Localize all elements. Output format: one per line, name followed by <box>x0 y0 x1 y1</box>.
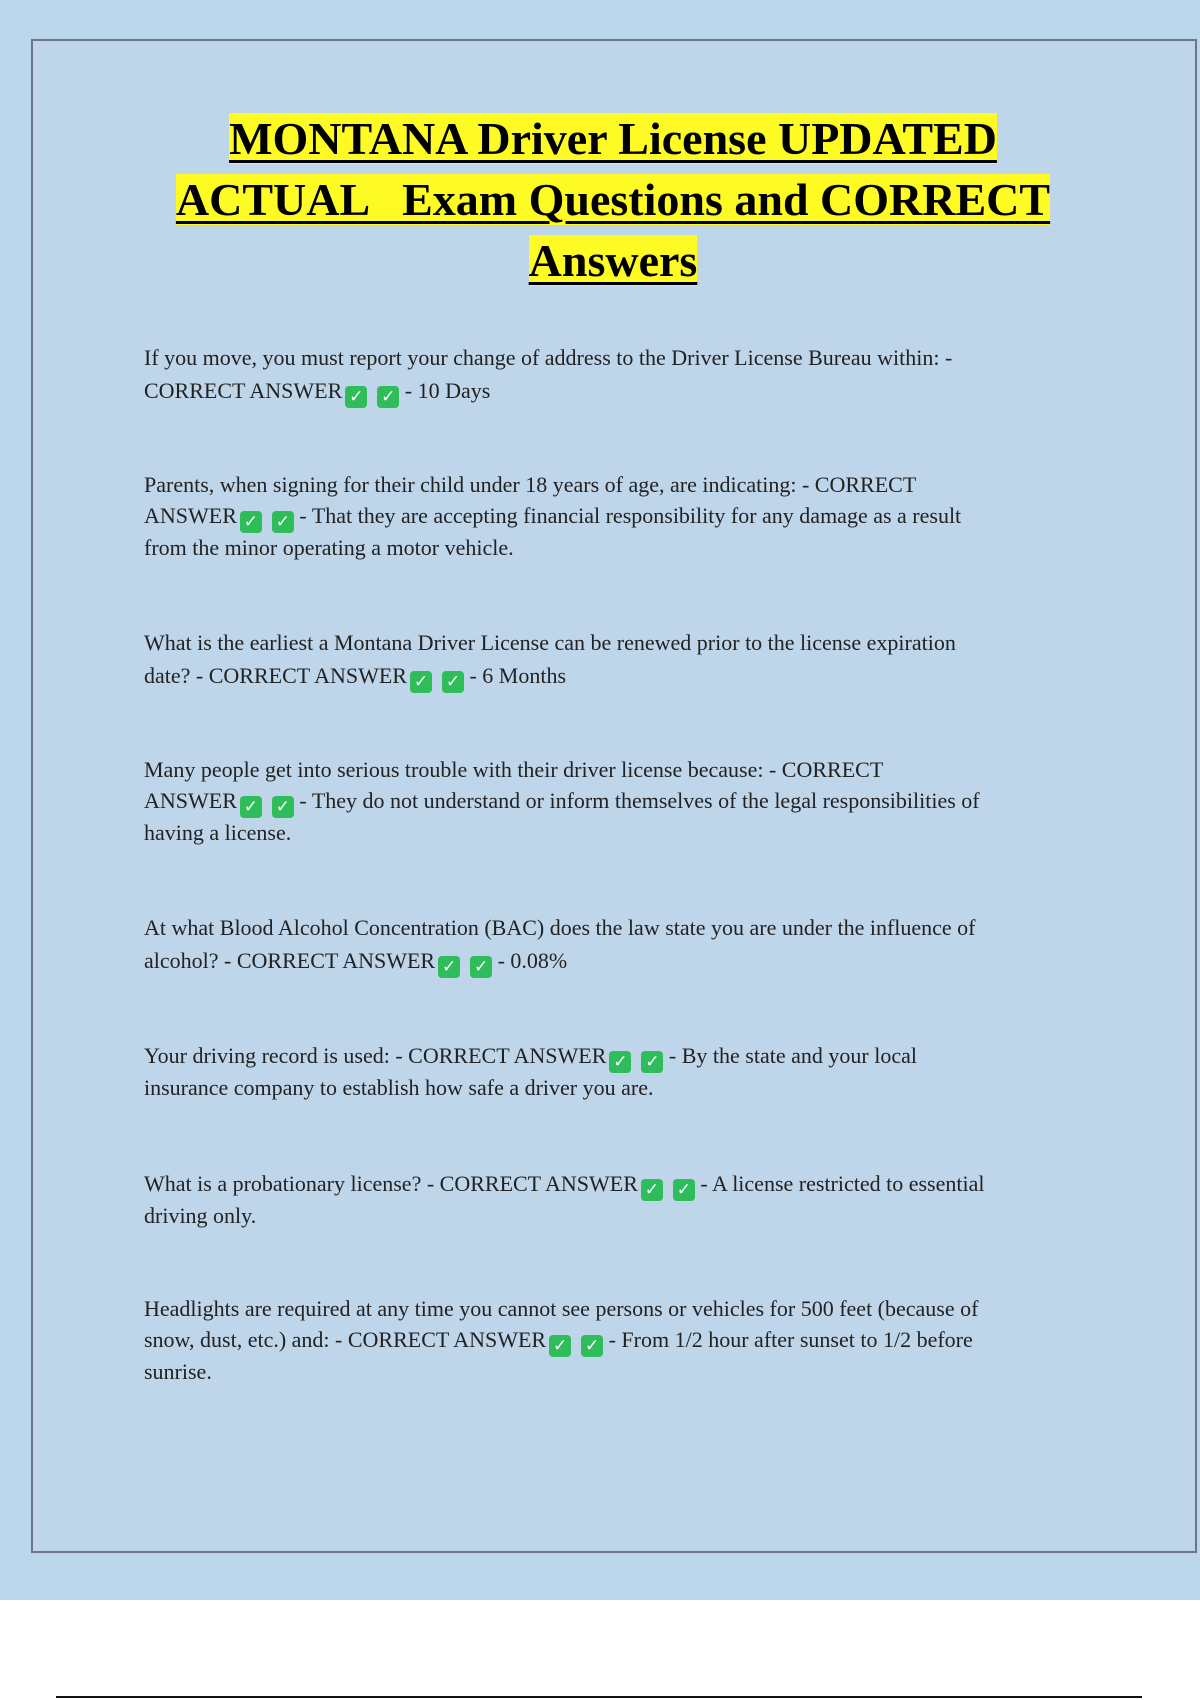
check-mark-icon: ✓ <box>673 1179 695 1201</box>
question-line: At what Blood Alcohol Concentration (BAC) does the law state you are under the influence of <box>144 915 976 940</box>
qa-item <box>144 753 1084 848</box>
answer-text: - 0.08% <box>497 948 568 973</box>
question-line: What is the earliest a Montana Driver License can be renewed prior to the license expiration <box>144 630 956 655</box>
answer-line: insurance company to establish how safe a driver you are. <box>144 1075 654 1100</box>
answer-text: - 6 Months <box>469 663 567 688</box>
answer-prefix: What is a probationary license? - CORRECT ANSWER <box>144 1171 638 1196</box>
answer-line: from the minor operating a motor vehicle. <box>144 535 514 560</box>
answer-line <box>144 1169 1084 1201</box>
qa-item <box>144 341 1084 408</box>
answer-line <box>144 1325 1084 1357</box>
check-mark-icon: ✓ <box>581 1335 603 1357</box>
qa-item <box>144 626 1084 693</box>
question-line: Parents, when signing for their child under 18 years of age, are indicating: - CORRECT <box>144 472 917 497</box>
question-line: Headlights are required at any time you cannot see persons or vehicles for 500 feet (because of <box>144 1296 979 1321</box>
check-mark-icon: ✓ <box>442 671 464 693</box>
answer-text: - From 1/2 hour after sunset to 1/2 before <box>608 1327 973 1352</box>
question-line: If you move, you must report your change of address to the Driver License Bureau within: - <box>144 345 953 370</box>
qa-item <box>144 1041 1084 1103</box>
answer-text: - A license restricted to essential <box>700 1171 985 1196</box>
document-title <box>60 108 1166 291</box>
answer-line <box>144 786 1084 818</box>
answer-prefix: alcohol? - CORRECT ANSWER <box>144 948 436 973</box>
check-mark-icon: ✓ <box>641 1051 663 1073</box>
answer-line <box>144 374 1084 408</box>
answer-line: driving only. <box>144 1203 257 1228</box>
answer-prefix: snow, dust, etc.) and: - CORRECT ANSWER <box>144 1327 547 1352</box>
answer-line: having a license. <box>144 820 292 845</box>
check-mark-icon: ✓ <box>272 796 294 818</box>
check-mark-icon: ✓ <box>240 511 262 533</box>
answer-prefix: ANSWER <box>144 788 237 813</box>
answer-text: - By the state and your local <box>668 1043 917 1068</box>
check-mark-icon: ✓ <box>377 386 399 408</box>
answer-text: - 10 Days <box>404 378 491 403</box>
title-line: Answers <box>528 235 698 286</box>
check-mark-icon: ✓ <box>272 511 294 533</box>
answer-prefix: Your driving record is used: - CORRECT ANSWER <box>144 1043 607 1068</box>
check-mark-icon: ✓ <box>609 1051 631 1073</box>
qa-item <box>144 1169 1084 1231</box>
answer-prefix: date? - CORRECT ANSWER <box>144 663 407 688</box>
footer-divider <box>56 1696 1142 1698</box>
check-mark-icon: ✓ <box>641 1179 663 1201</box>
qa-item <box>144 911 1084 978</box>
check-mark-icon: ✓ <box>470 956 492 978</box>
qa-item <box>144 1292 1084 1387</box>
check-mark-icon: ✓ <box>240 796 262 818</box>
check-mark-icon: ✓ <box>410 671 432 693</box>
answer-prefix: ANSWER <box>144 503 237 528</box>
check-mark-icon: ✓ <box>549 1335 571 1357</box>
answer-text: - They do not understand or inform themselves of the legal responsibilities of <box>299 788 980 813</box>
title-line: ACTUAL Exam Questions and CORRECT <box>175 174 1051 225</box>
check-mark-icon: ✓ <box>438 956 460 978</box>
answer-line <box>144 659 1084 693</box>
answer-text: - That they are accepting financial responsibility for any damage as a result <box>299 503 962 528</box>
answer-line <box>144 501 1084 533</box>
title-line: MONTANA Driver License UPDATED <box>229 113 997 164</box>
answer-line: sunrise. <box>144 1359 212 1384</box>
question-line: Many people get into serious trouble with their driver license because: - CORRECT <box>144 757 884 782</box>
answer-prefix: CORRECT ANSWER <box>144 378 343 403</box>
answer-line <box>144 944 1084 978</box>
check-mark-icon: ✓ <box>345 386 367 408</box>
qa-item <box>144 468 1084 563</box>
answer-line <box>144 1041 1084 1073</box>
